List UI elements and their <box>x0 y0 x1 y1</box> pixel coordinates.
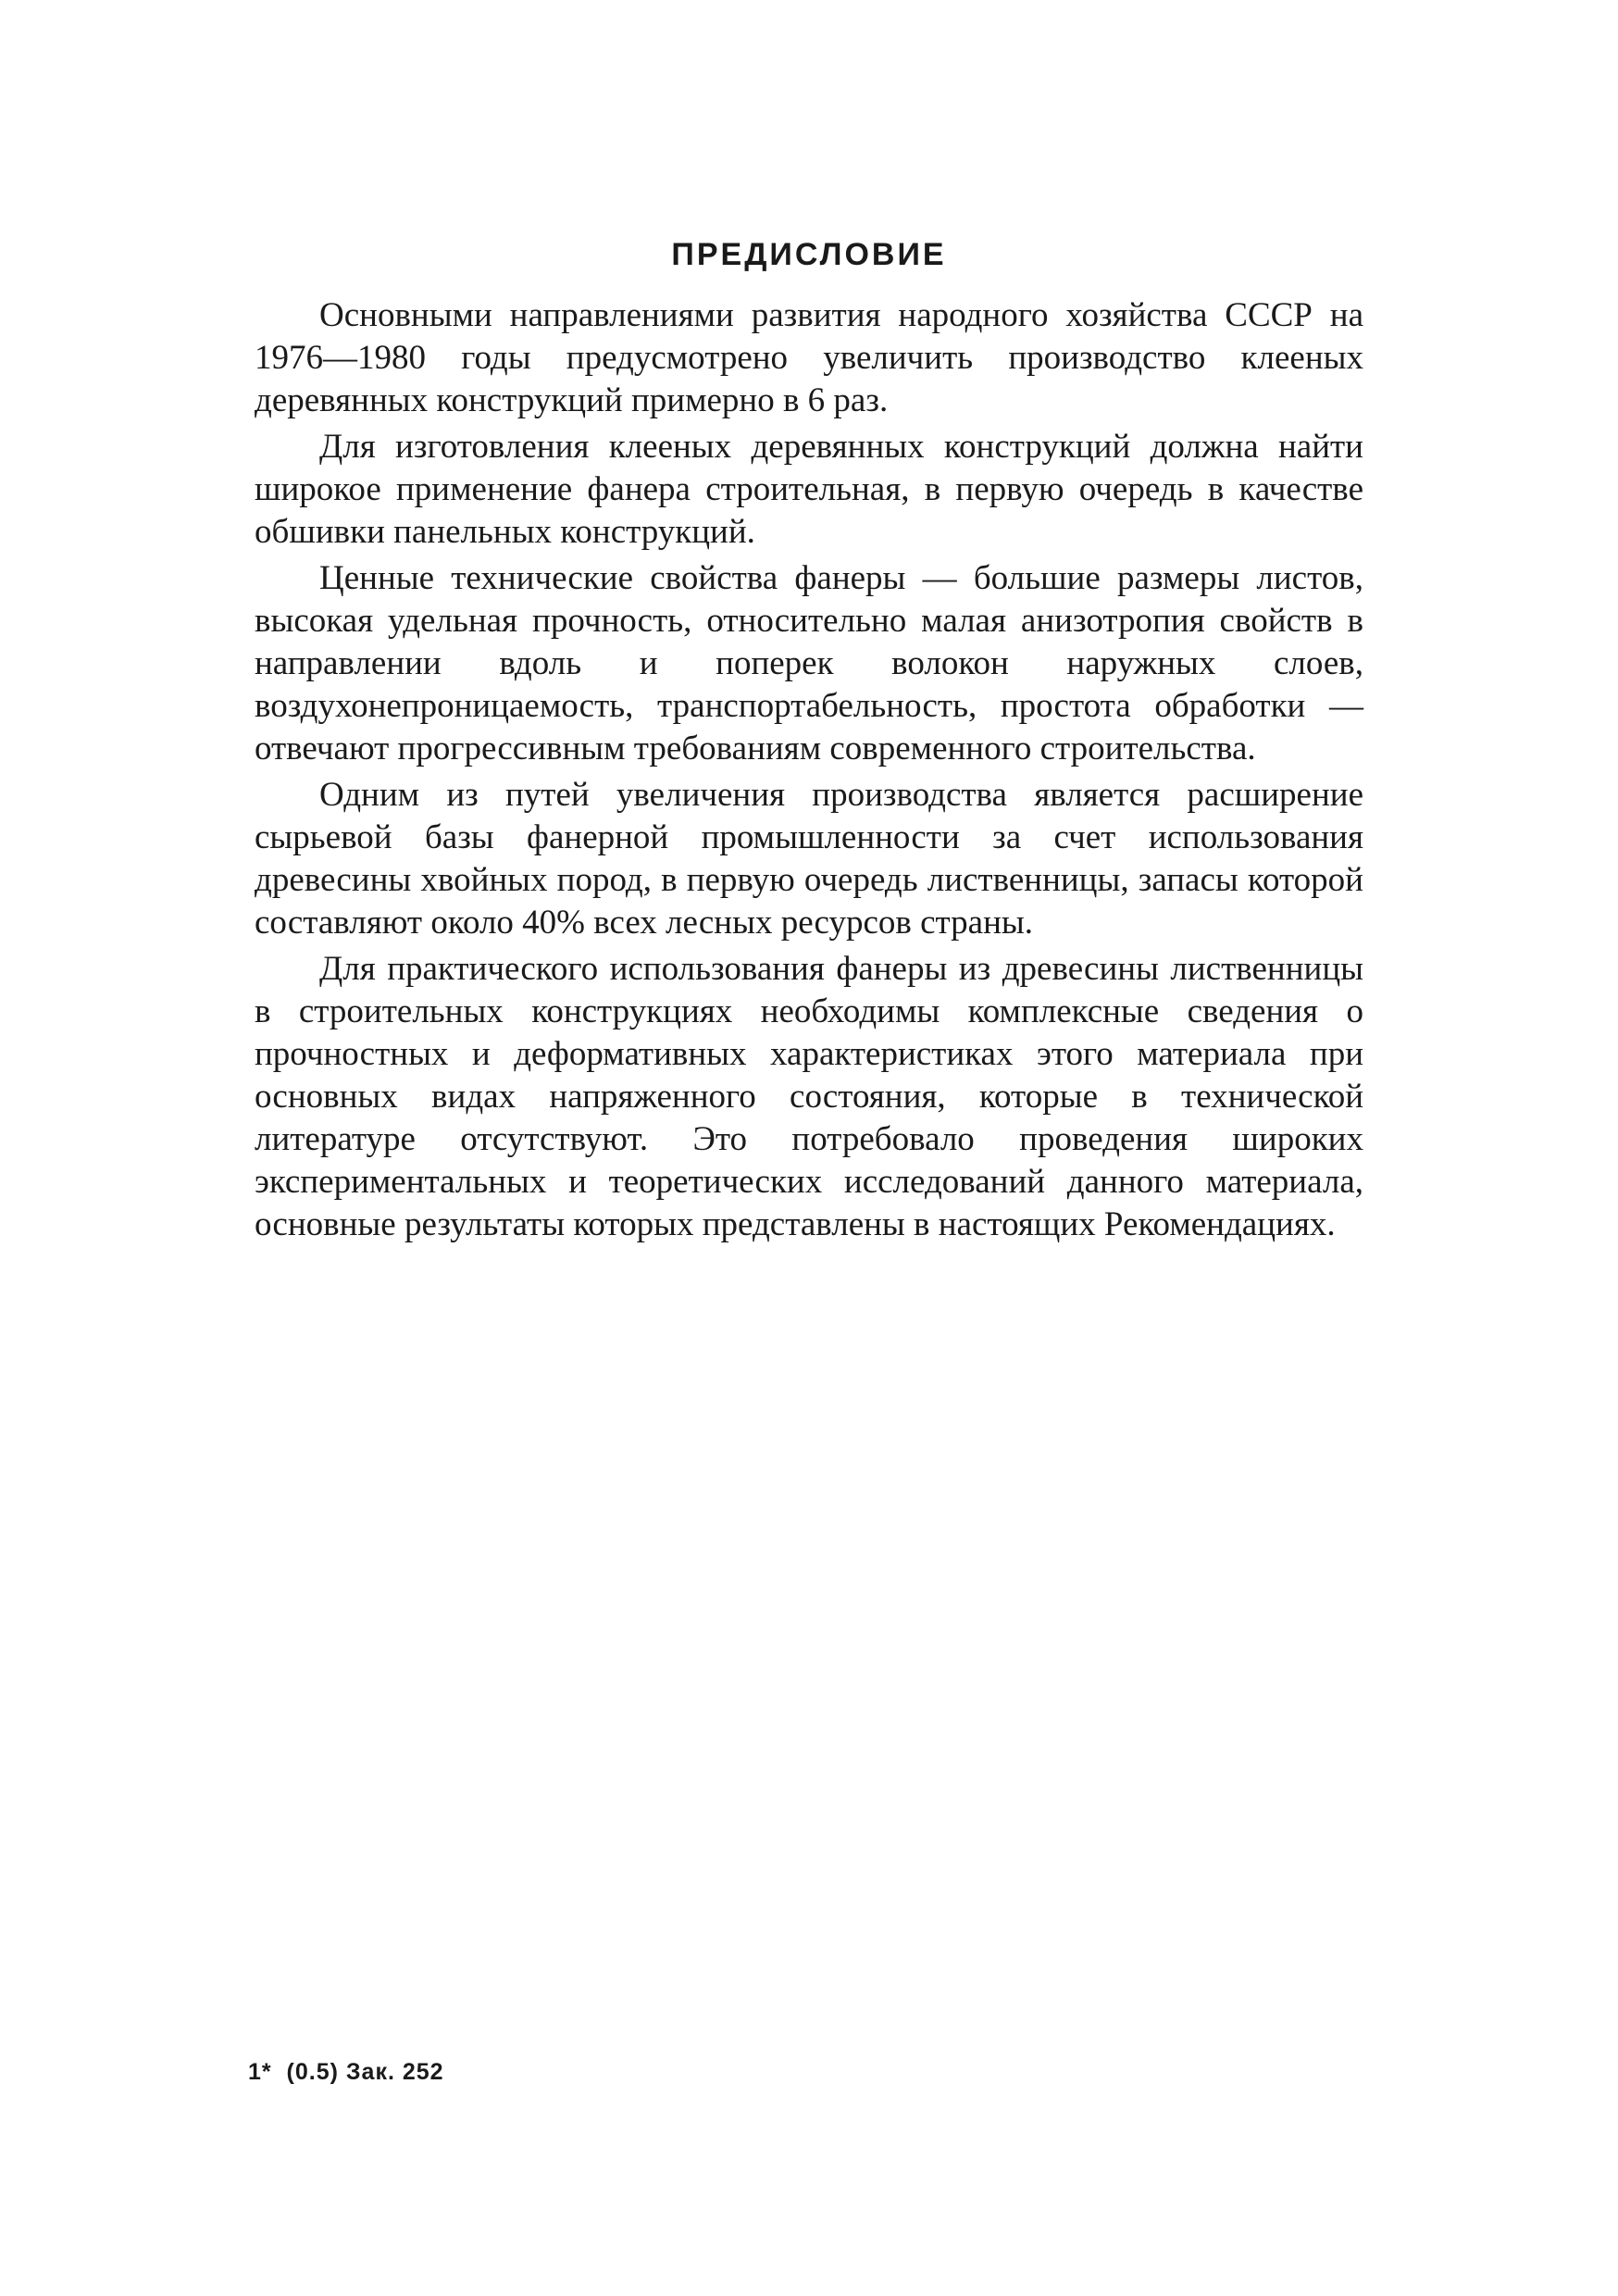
print-order-mark: 1* (0.5) Зак. 252 <box>248 2059 444 2085</box>
paragraph-2: Для изготовления клееных деревянных конструкций должна найти широкое применение фанера строительная, в первую очередь в качестве обшивки панельных конструкций. <box>255 428 1363 551</box>
paragraph-1: Основными направлениями развития народного хозяйства СССР на 1976—1980 годы предусмотрено увеличить производство клееных деревянных конструкций примерно в 6 раз. <box>255 296 1363 419</box>
page-title: ПРЕДИСЛОВИЕ <box>671 236 947 272</box>
paragraph-4: Одним из путей увеличения производства является расширение сырьевой базы фанерной промышленности за счет использования древесины хвойных пород, в первую очередь лиственницы, запасы которой составляют около 40% всех лесных ресурсов страны. <box>255 776 1363 942</box>
preface-text <box>255 294 1363 1250</box>
paragraph-3: Ценные технические свойства фанеры — большие размеры листов, высокая удельная прочность, относительно малая анизотропия свойств в направлении вдоль и поперек волокон наружных слоев, воздухонепроницаемость, транспортабельность, простота обработки — отвечают прогрессивным требованиям современного строительства. <box>255 559 1363 767</box>
paragraph-5: Для практического использования фанеры из древесины лиственницы в строительных конструкциях необходимы комплексные сведения о прочностных и деформативных характеристиках этого материала при основных видах напряженного состояния, которые в технической литературе отсутствуют. Это потребовало проведения широких экспериментальных и теоретических исследований данного материала, основные результаты которых представлены в настоящих Рекомендациях. <box>255 950 1363 1243</box>
